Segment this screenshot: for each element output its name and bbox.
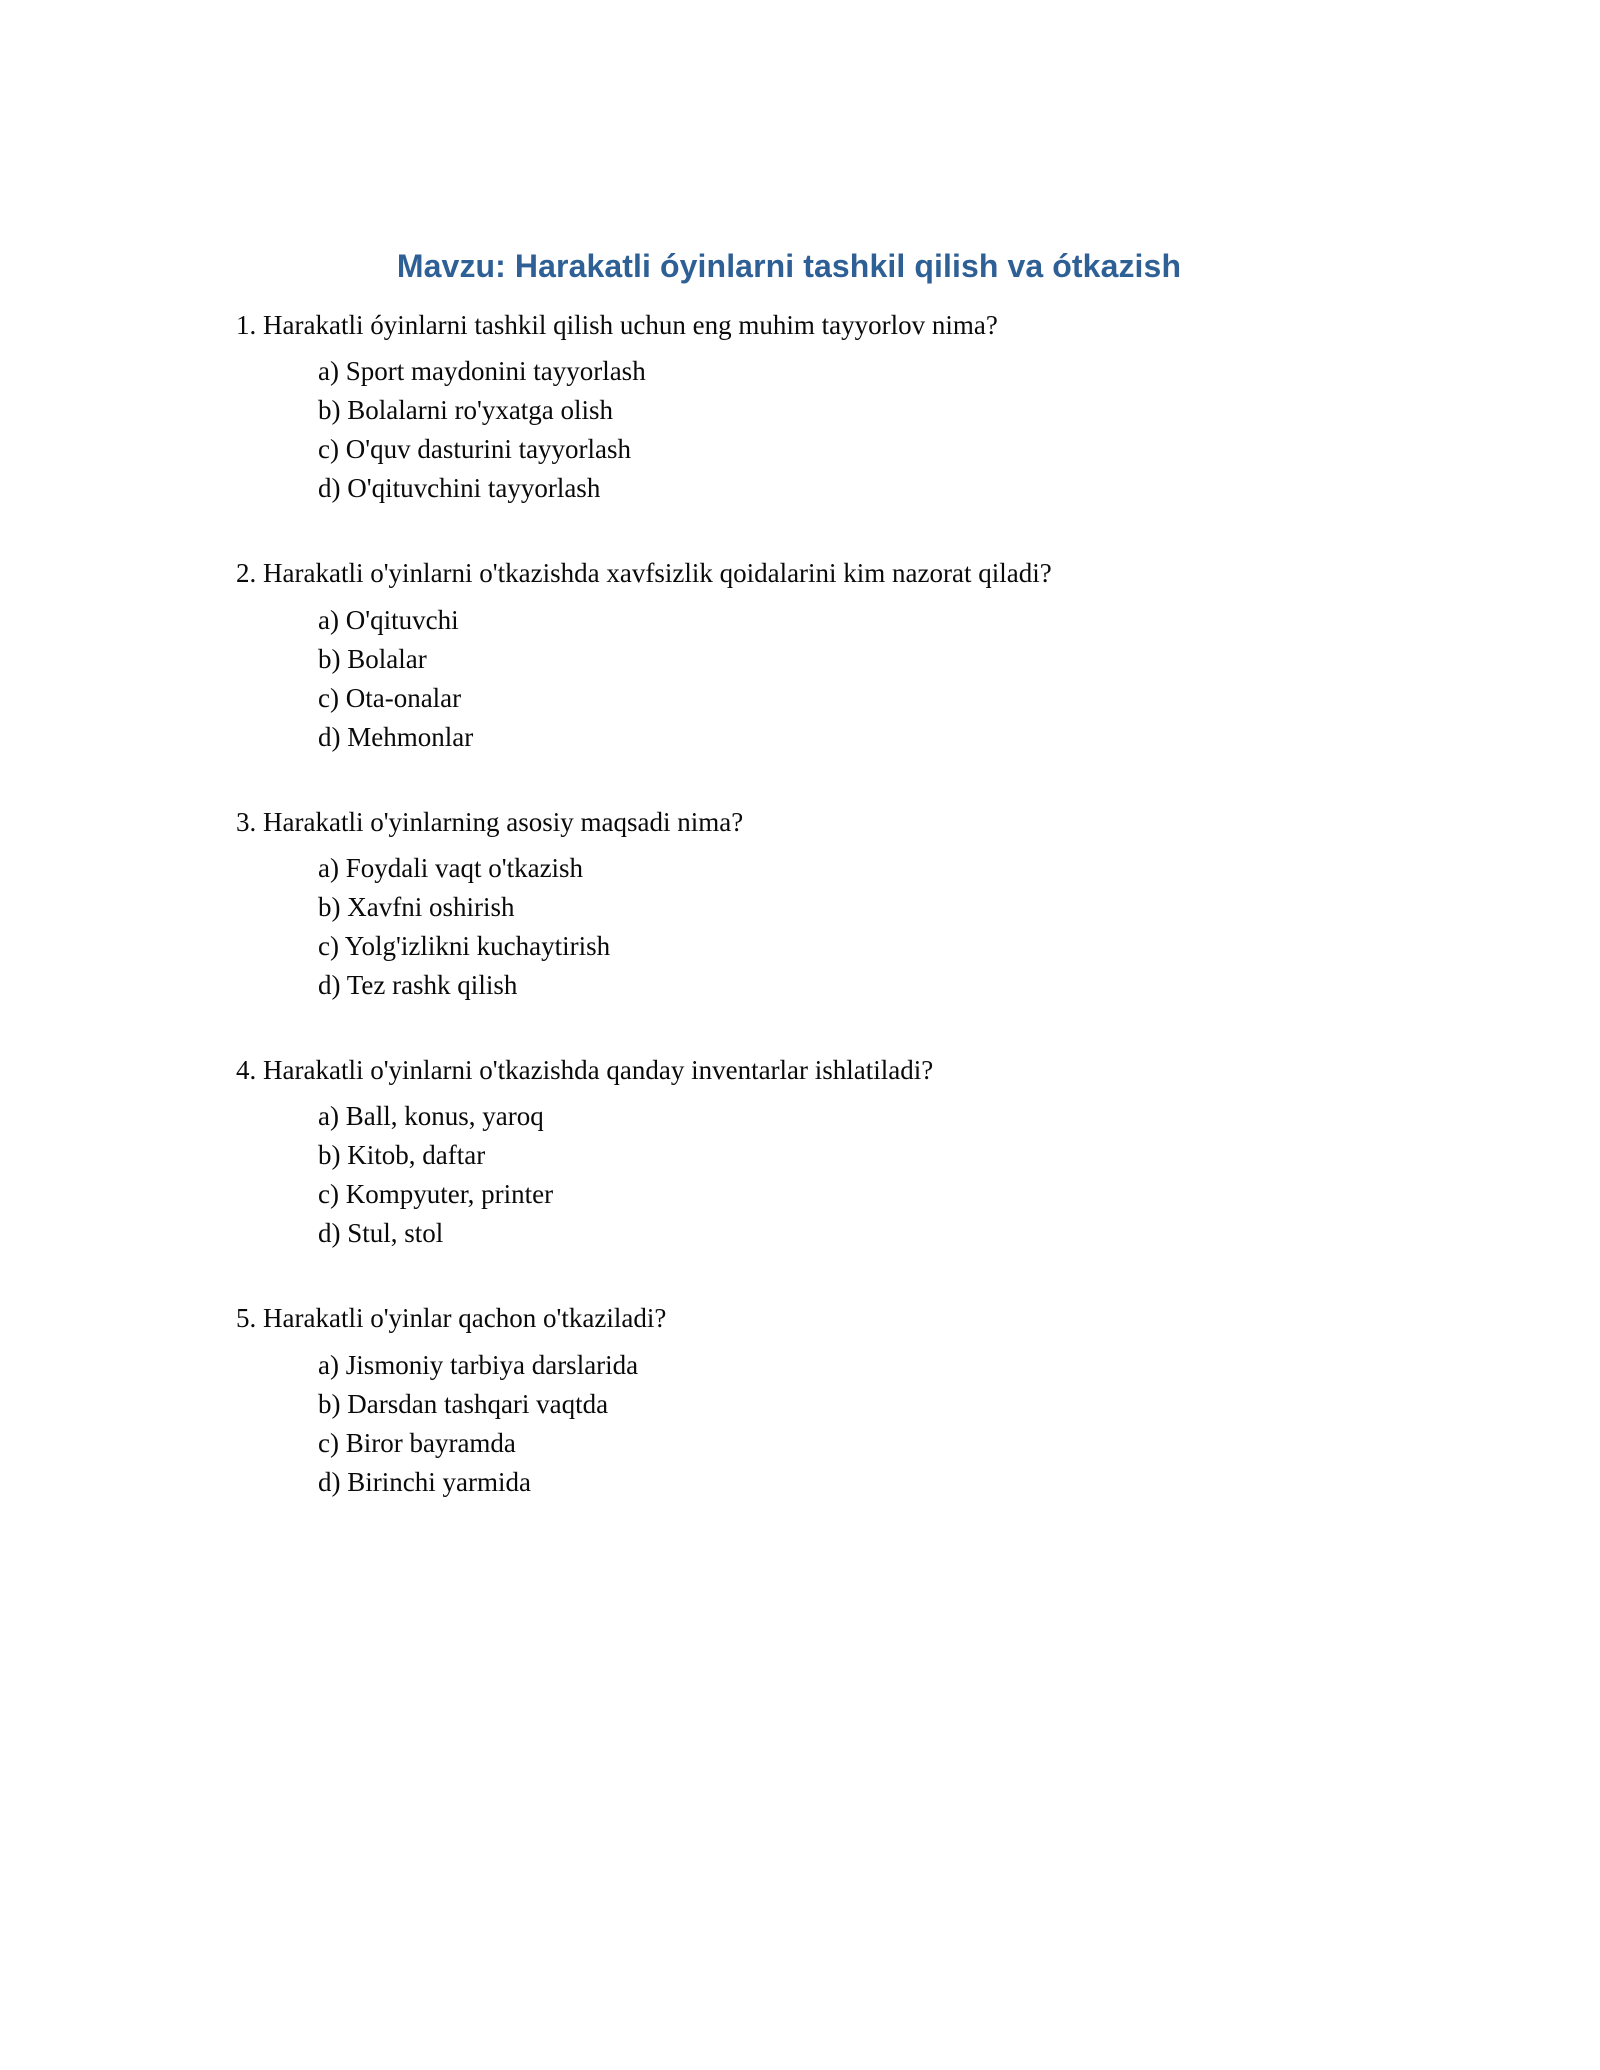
answer-option-list: [0, 358, 1600, 502]
question-block: [0, 306, 1600, 502]
answer-option[interactable]: a) Sport maydonini tayyorlash: [318, 356, 646, 387]
answer-option[interactable]: d) Birinchi yarmida: [318, 1466, 531, 1497]
answer-option[interactable]: d) Tez rashk qilish: [318, 969, 518, 1000]
question-text: 5. Harakatli o'yinlar qachon o'tkaziladi?: [236, 1303, 667, 1334]
answer-option[interactable]: b) Bolalar: [318, 643, 427, 674]
answer-option-list: [0, 1349, 1600, 1497]
question-block: [0, 803, 1600, 999]
answer-option[interactable]: a) O'qituvchi: [318, 604, 459, 635]
answer-option-list: [0, 1103, 1600, 1247]
question-text: 1. Harakatli óyinlarni tashkil qilish uchun eng muhim tayyorlov nima?: [236, 310, 998, 340]
answer-option[interactable]: d) Mehmonlar: [318, 721, 474, 752]
answer-option-list: [0, 604, 1600, 752]
answer-option[interactable]: d) Stul, stol: [318, 1218, 444, 1249]
answer-option[interactable]: c) Ota-onalar: [318, 682, 462, 713]
answer-option[interactable]: c) Yolg'izlikni kuchaytirish: [318, 930, 611, 961]
question-block: [0, 554, 1600, 750]
question-block: [0, 1051, 1600, 1247]
question-block: [0, 1299, 1600, 1495]
answer-option[interactable]: b) Darsdan tashqari vaqtda: [318, 1388, 609, 1419]
answer-option[interactable]: c) Biror bayramda: [318, 1427, 516, 1458]
answer-option[interactable]: a) Foydali vaqt o'tkazish: [318, 852, 584, 883]
question-text: 2. Harakatli o'yinlarni o'tkazishda xavfsizlik qoidalarini kim nazorat qiladi?: [236, 558, 1052, 589]
answer-option[interactable]: a) Ball, konus, yaroq: [318, 1101, 544, 1132]
answer-option[interactable]: a) Jismoniy tarbiya darslarida: [318, 1349, 639, 1380]
answer-option[interactable]: b) Bolalarni ro'yxatga olish: [318, 395, 614, 426]
question-list: [0, 306, 1600, 1496]
answer-option[interactable]: c) O'quv dasturini tayyorlash: [318, 434, 632, 465]
question-text: 4. Harakatli o'yinlarni o'tkazishda qanday inventarlar ishlatiladi?: [236, 1054, 934, 1085]
answer-option[interactable]: c) Kompyuter, printer: [318, 1179, 554, 1210]
answer-option-list: [0, 852, 1600, 1000]
question-text: 3. Harakatli o'yinlarning asosiy maqsadi nima?: [236, 806, 744, 837]
answer-option[interactable]: d) O'qituvchini tayyorlash: [318, 473, 601, 504]
page-title: Mavzu: Harakatli óyinlarni tashkil qilish va ótkazish: [396, 248, 1182, 284]
answer-option[interactable]: b) Kitob, daftar: [318, 1140, 486, 1171]
answer-option[interactable]: b) Xavfni oshirish: [318, 891, 515, 922]
